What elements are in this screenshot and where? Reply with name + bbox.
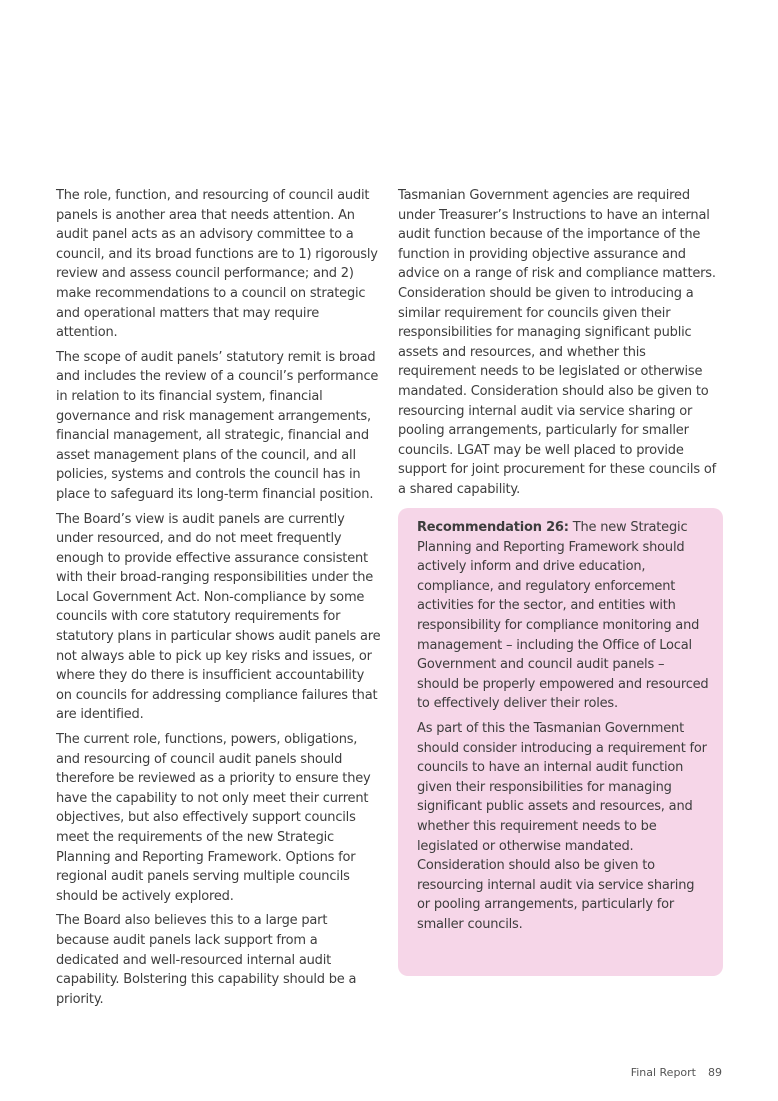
right-paragraph-1: Tasmanian Government agencies are required under Treasurer’s Instructions to have an internal audit function because of the importance of the function in providing objective assurance and advice on a range of risk and compliance matters. Consideration should be given to introducing a similar requirement for councils given their responsibilities for managing significant public assets and resources, and whether this requirement needs to be legislated or otherwise mandated. Consideration should also be given to resourcing internal audit via service sharing or pooling arrangements, particularly for smaller councils. LGAT may be well placed to provide support for joint procurement for these councils of a shared capability. bbox=[398, 188, 716, 497]
recommendation-paragraph-2: As part of this the Tasmanian Government should consider introducing a requirement for councils to have an internal audit function given their responsibilities for managing significant public assets and resources, and whether this requirement needs to be legislated or otherwise mandated. Consideration should also be given to resourcing internal audit via service sharing or pooling arrangements, particularly for smaller councils. bbox=[417, 720, 707, 932]
left-paragraph-5: The Board also believes this to a large part because audit panels lack support from a dedicated and well-resourced internal audit capability. Bolstering this capability should be a priority. bbox=[56, 913, 357, 1007]
recommendation-text: The new Strategic Planning and Reporting Framework should actively inform and drive education, compliance, and regulatory enforcement activities for the sector, and entities with responsibility for compliance monitoring and management – including the Office of Local Government and council audit panels – should be properly empowered and resourced to effectively deliver their roles. bbox=[417, 520, 709, 712]
left-paragraph-3: The Board’s view is audit panels are currently under resourced, and do not meet frequently enough to provide effective assurance consistent with their broad-ranging responsibilities under the Local Government Act. Non-compliance by some councils with core statutory requirements for statutory plans in particular shows audit panels are not always able to pick up key risks and issues, or where they do there is insufficient accountability on councils for addressing compliance failures that are identified. bbox=[56, 511, 381, 723]
recommendation-label: Recommendation 26: bbox=[417, 520, 569, 535]
page-footer bbox=[631, 1066, 722, 1079]
right-column bbox=[398, 186, 724, 505]
left-column bbox=[56, 186, 382, 1014]
recommendation-paragraph-1 bbox=[417, 518, 709, 714]
report-label: Final Report bbox=[630, 1066, 696, 1079]
left-paragraph-1: The role, function, and resourcing of council audit panels is another area that needs attention. An audit panel acts as an advisory committee to a council, and its broad functions are to 1) rigorously review and assess council performance; and 2) make recommendations to a council on strategic and operational matters that may require attention. bbox=[56, 188, 378, 341]
left-paragraph-2: The scope of audit panels’ statutory remit is broad and includes the review of a council’s performance in relation to its financial system, financial governance and risk management arrangements, financial management, all strategic, financial and asset management plans of the council, and all policies, systems and controls the council has in place to safeguard its long-term financial position. bbox=[56, 349, 379, 502]
recommendation-box bbox=[398, 508, 723, 976]
page-number: 89 bbox=[708, 1066, 722, 1079]
left-paragraph-4: The current role, functions, powers, obligations, and resourcing of council audit panels should therefore be reviewed as a priority to ensure they have the capability to not only meet their current objectives, but also effectively support councils meet the requirements of the new Strategic Planning and Reporting Framework. Options for regional audit panels serving multiple councils should be actively explored. bbox=[56, 732, 371, 904]
